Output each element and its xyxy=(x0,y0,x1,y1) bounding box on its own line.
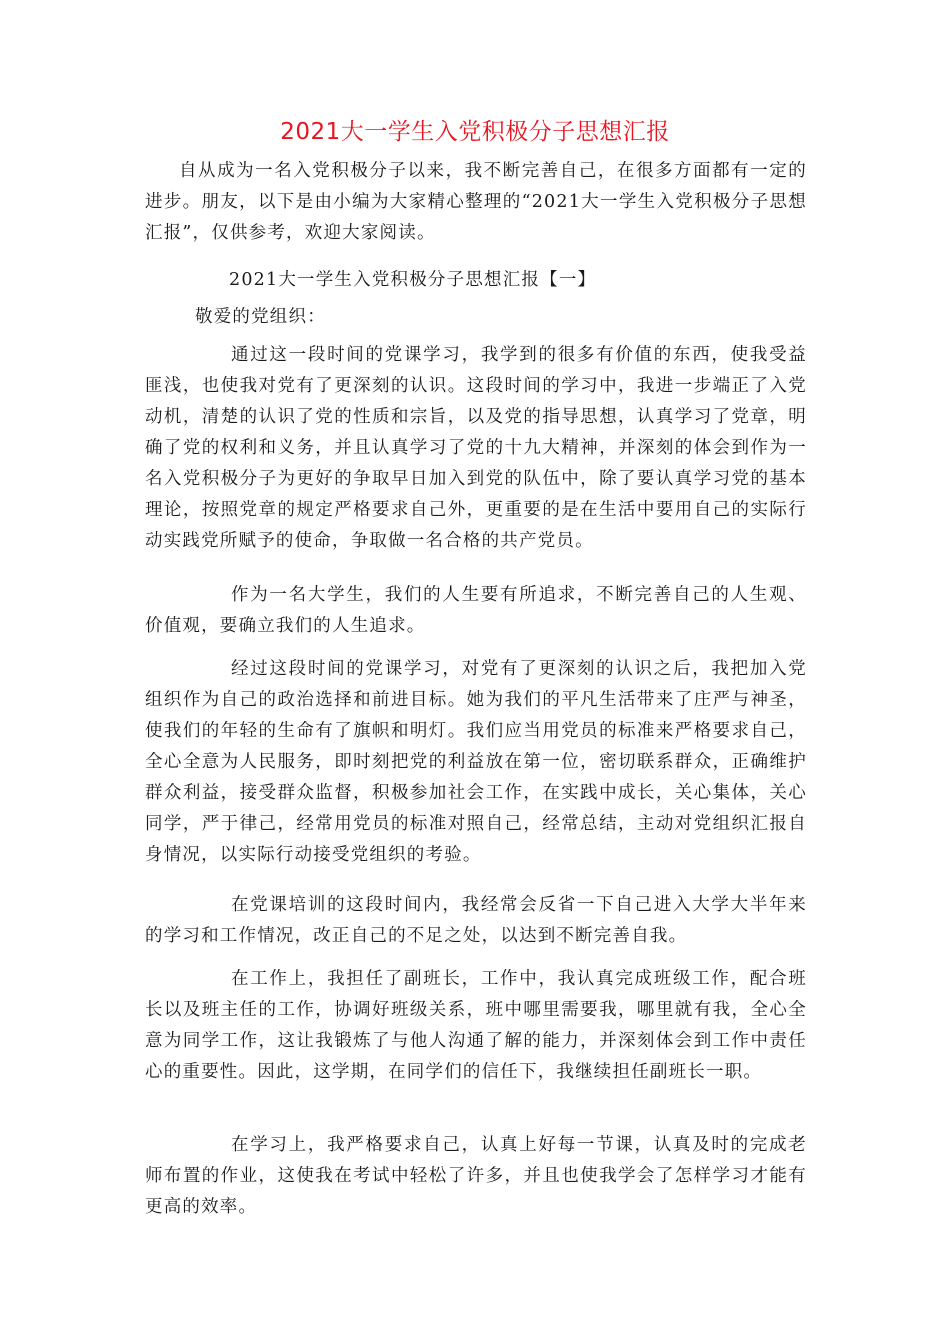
body-paragraph-3: 经过这段时间的党课学习，对党有了更深刻的认识之后，我把加入党组织作为自己的政治选择和前进目标。她为我们的平凡生活带来了庄严与神圣，使我们的年轻的生命有了旗帜和明灯。我们应当用党员的标准来严格要求自己，全心全意为人民服务，即时刻把党的利益放在第一位，密切联系群众，正确维护群众利益，接受群众监督，积极参加社会工作，在实践中成长，关心集体，关心同学，严于律己，经常用党员的标准对照自己，经常总结，主动对党组织汇报自身情况，以实际行动接受党组织的考验。 xyxy=(145,659,807,865)
body-paragraph-6: 在学习上，我严格要求自己，认真上好每一节课，认真及时的完成老师布置的作业，这使我在考试中轻松了许多，并且也使我学会了怎样学习才能有更高的效率。 xyxy=(145,1135,807,1217)
document-title: 2021大一学生入党积极分子思想汇报 xyxy=(280,119,670,145)
section-subtitle: 2021大一学生入党积极分子思想汇报【一】 xyxy=(229,270,597,290)
body-paragraph-5: 在工作上，我担任了副班长，工作中，我认真完成班级工作，配合班长以及班主任的工作，协调好班级关系，班中哪里需要我，哪里就有我，全心全意为同学工作，这让我锻炼了与他人沟通了解的能力，并深刻体会到工作中责任心的重要性。因此，这学期，在同学们的信任下，我继续担任副班长一职。 xyxy=(145,969,807,1082)
salutation: 敬爱的党组织： xyxy=(195,307,326,327)
body-paragraph-1: 通过这一段时间的党课学习，我学到的很多有价值的东西，使我受益匪浅，也使我对党有了更深刻的认识。这段时间的学习中，我进一步端正了入党动机，清楚的认识了党的性质和宗旨，以及党的指导思想，认真学习了党章，明确了党的权利和义务，并且认真学习了党的十九大精神，并深刻的体会到作为一名入党积极分子为更好的争取早日加入到党的队伍中，除了要认真学习党的基本理论，按照党章的规定严格要求自己外，更重要的是在生活中要用自己的实际行动实践党所赋予的使命，争取做一名合格的共产党员。 xyxy=(145,345,807,551)
body-paragraph-2: 作为一名大学生，我们的人生要有所追求，不断完善自己的人生观、价值观，要确立我们的人生追求。 xyxy=(145,585,807,636)
body-paragraph-4: 在党课培训的这段时间内，我经常会反省一下自己进入大学大半年来的学习和工作情况，改正自己的不足之处，以达到不断完善自我。 xyxy=(145,895,807,946)
intro-paragraph: 自从成为一名入党积极分子以来，我不断完善自己，在很多方面都有一定的进步。朋友，以下是由小编为大家精心整理的“2021大一学生入党积极分子思想汇报”，仅供参考，欢迎大家阅读。 xyxy=(145,161,807,243)
